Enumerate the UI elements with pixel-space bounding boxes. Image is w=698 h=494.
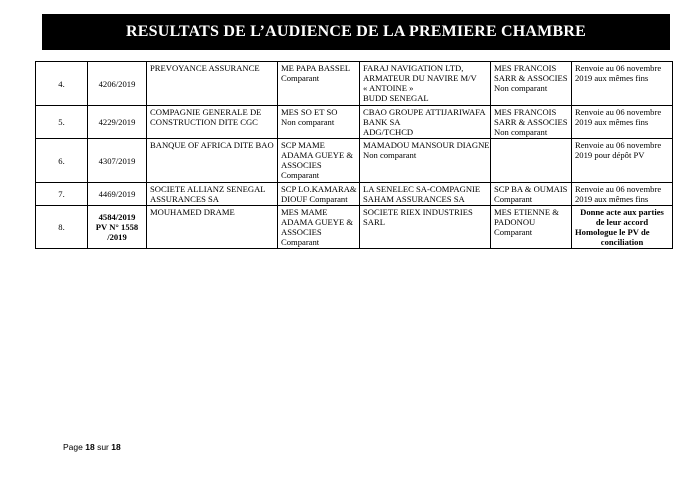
case-role-number: 4307/2019 bbox=[88, 139, 147, 183]
defendant-cell: LA SENELEC SA-COMPAGNIE SAHAM ASSURANCES SA bbox=[360, 183, 491, 206]
page-label: Page bbox=[63, 442, 83, 452]
defendant-counsel-cell: MES FRANCOIS SARR & ASSOCIES Non comparant bbox=[491, 62, 572, 106]
case-role-number: 4584/2019 PV N° 1558 /2019 bbox=[88, 206, 147, 249]
results-table bbox=[35, 61, 673, 249]
table-row bbox=[36, 139, 673, 183]
outcome-cell: Renvoie au 06 novembre 2019 aux mêmes fins bbox=[572, 62, 673, 106]
plaintiff-counsel-cell: SCP MAME ADAMA GUEYE & ASSOCIES Comparant bbox=[278, 139, 360, 183]
defendant-counsel-cell: MES FRANCOIS SARR & ASSOCIES Non comparant bbox=[491, 106, 572, 139]
plaintiff-counsel-cell: MES SO ET SO Non comparant bbox=[278, 106, 360, 139]
defendant-cell: CBAO GROUPE ATTIJARIWAFA BANK SA ADG/TCHCD bbox=[360, 106, 491, 139]
table-row bbox=[36, 62, 673, 106]
case-role-number: 4206/2019 bbox=[88, 62, 147, 106]
defendant-cell: MAMADOU MANSOUR DIAGNE Non comparant bbox=[360, 139, 491, 183]
case-role-number: 4469/2019 bbox=[88, 183, 147, 206]
row-number: 8. bbox=[36, 206, 88, 249]
page-footer bbox=[63, 442, 121, 452]
defendant-counsel-cell bbox=[491, 139, 572, 183]
plaintiff-counsel-cell: ME PAPA BASSEL Comparant bbox=[278, 62, 360, 106]
plaintiff-cell: PREVOYANCE ASSURANCE bbox=[147, 62, 278, 106]
case-role-number: 4229/2019 bbox=[88, 106, 147, 139]
row-number: 6. bbox=[36, 139, 88, 183]
defendant-counsel-cell: MES ETIENNE & PADONOU Comparant bbox=[491, 206, 572, 249]
defendant-cell: SOCIETE RIEX INDUSTRIES SARL bbox=[360, 206, 491, 249]
page-title: RESULTATS DE L’AUDIENCE DE LA PREMIERE CHAMBRE bbox=[126, 23, 586, 40]
plaintiff-cell: SOCIETE ALLIANZ SENEGAL ASSURANCES SA bbox=[147, 183, 278, 206]
table-row bbox=[36, 106, 673, 139]
total-page-number: 18 bbox=[111, 442, 121, 452]
defendant-counsel-cell: SCP BA & OUMAIS Comparant bbox=[491, 183, 572, 206]
current-page-number: 18 bbox=[85, 442, 95, 452]
page-sep: sur bbox=[97, 442, 109, 452]
plaintiff-counsel-cell: SCP LO.KAMARA& DIOUF Comparant bbox=[278, 183, 360, 206]
page-header-banner bbox=[42, 14, 670, 50]
plaintiff-cell: COMPAGNIE GENERALE DE CONSTRUCTION DITE CGC bbox=[147, 106, 278, 139]
defendant-cell: FARAJ NAVIGATION LTD, ARMATEUR DU NAVIRE M/V « ANTOINE » BUDD SENEGAL bbox=[360, 62, 491, 106]
row-number: 5. bbox=[36, 106, 88, 139]
outcome-cell: Renvoie au 06 novembre 2019 pour dépôt PV bbox=[572, 139, 673, 183]
plaintiff-cell: BANQUE OF AFRICA DITE BAO bbox=[147, 139, 278, 183]
outcome-cell: Renvoie au 06 novembre 2019 aux mêmes fins bbox=[572, 183, 673, 206]
table-row bbox=[36, 183, 673, 206]
table-row bbox=[36, 206, 673, 249]
row-number: 4. bbox=[36, 62, 88, 106]
outcome-cell: Donne acte aux parties de leur accord Homologue le PV de conciliation bbox=[572, 206, 673, 249]
plaintiff-counsel-cell: MES MAME ADAMA GUEYE & ASSOCIES Comparant bbox=[278, 206, 360, 249]
outcome-cell: Renvoie au 06 novembre 2019 aux mêmes fins bbox=[572, 106, 673, 139]
row-number: 7. bbox=[36, 183, 88, 206]
plaintiff-cell: MOUHAMED DRAME bbox=[147, 206, 278, 249]
